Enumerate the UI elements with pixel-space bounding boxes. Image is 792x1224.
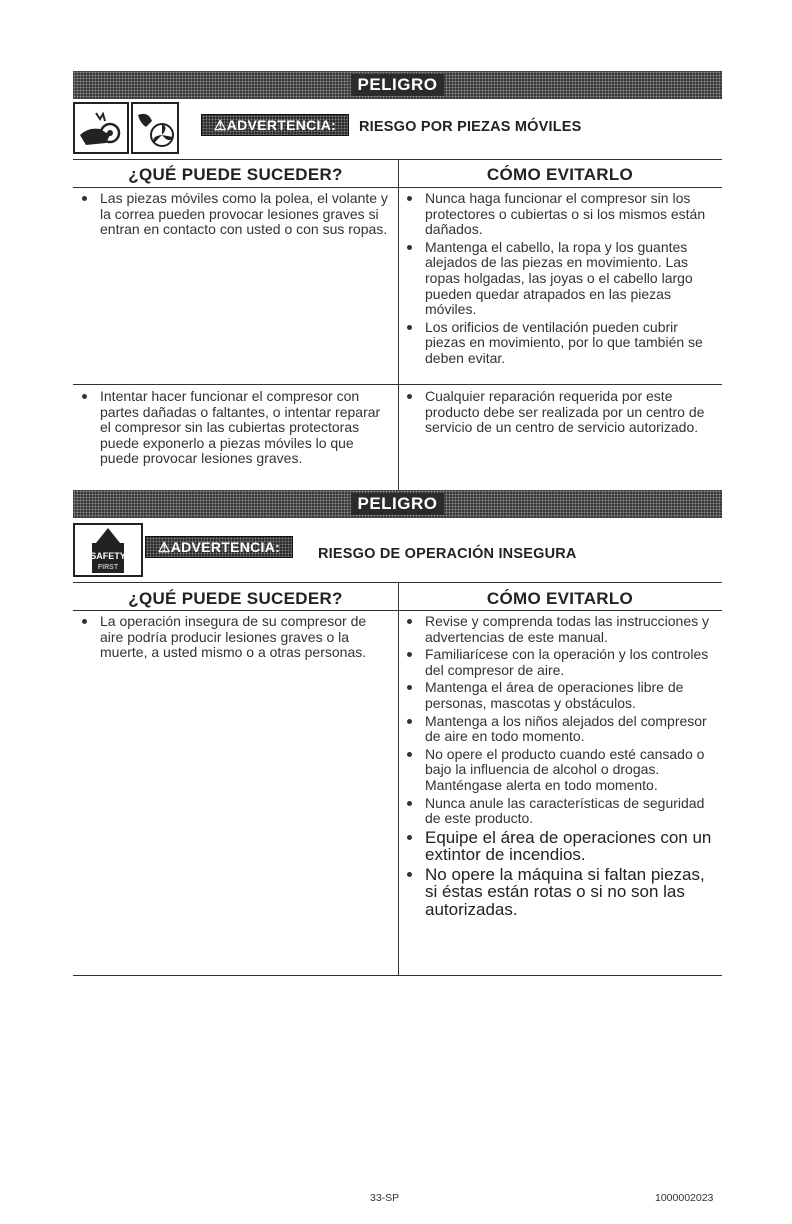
warning-header (73, 523, 722, 575)
list-item: Revise y comprenda todas las instrucciones y advertencias de este manual. (398, 614, 720, 645)
hazard-list (73, 389, 393, 469)
list-item: Intentar hacer funcionar el compresor con partes dañadas o faltantes, o intentar reparar el compresor sin las cubiertas protectoras puede exponerlo a piezas móviles lo que puede provocar lesiones graves. (73, 389, 393, 467)
list-item: Cualquier reparación requerida por este producto debe ser realizada por un centro de servicio de un centro de servicio autorizado. (398, 389, 720, 436)
risk-title: RIESGO DE OPERACIÓN INSEGURA (318, 546, 577, 562)
warning-badge-text: ⚠ADVERTENCIA: (213, 116, 337, 133)
safety-first-icon (73, 523, 143, 577)
warning-badge (201, 114, 349, 136)
warning-badge (145, 536, 293, 558)
list-item: Familiarícese con la operación y los controles del compresor de aire. (398, 647, 720, 678)
prevention-list (398, 389, 720, 438)
safety-icon-label: SAFETY (90, 551, 126, 561)
right-column-heading: CÓMO EVITARLO (486, 165, 634, 184)
list-item: Mantenga el cabello, la ropa y los guantes alejados de las piezas en movimiento. Las ropas holgadas, las joyas o el cabello largo pueden quedar atrapados en las piezas móviles. (398, 240, 720, 318)
list-item: Mantenga el área de operaciones libre de personas, mascotas y obstáculos. (398, 680, 720, 711)
list-item: Nunca anule las características de seguridad de este producto. (398, 796, 720, 827)
right-column-heading: CÓMO EVITARLO (486, 589, 634, 608)
banner-text: PELIGRO (351, 74, 443, 96)
list-item: Los orificios de ventilación pueden cubrir piezas en movimiento, por lo que también se deben evitar. (398, 320, 720, 367)
danger-banner (73, 71, 722, 99)
page-number: 33-SP (370, 1192, 400, 1204)
list-item: No opere la máquina si faltan piezas, si éstas están rotas o si no son las autorizadas. (398, 866, 720, 919)
danger-banner (73, 490, 722, 518)
list-item: No opere el producto cuando esté cansado o bajo la influencia de alcohol o drogas. Manténgase alerta en todo momento. (398, 747, 720, 794)
warning-badge-text: ⚠ADVERTENCIA: (157, 538, 281, 555)
warning-header (73, 102, 722, 154)
hazard-list (73, 614, 393, 663)
divider (73, 384, 722, 385)
divider (73, 975, 722, 976)
divider (73, 187, 722, 188)
prevention-list (398, 614, 720, 920)
left-column-heading: ¿QUÉ PUEDE SUCEDER? (128, 589, 343, 608)
list-item: Las piezas móviles como la polea, el volante y la correa pueden provocar lesiones graves si entran en contacto con usted o con sus ropas. (73, 191, 393, 238)
list-item: Equipe el área de operaciones con un extintor de incendios. (398, 829, 720, 864)
list-item: La operación insegura de su compresor de aire podría producir lesiones graves o la muerte, a usted mismo o a otras personas. (73, 614, 393, 661)
divider (73, 610, 722, 611)
prevention-list (398, 191, 720, 369)
list-item: Mantenga a los niños alejados del compresor de aire en todo momento. (398, 714, 720, 745)
pulley-hazard-icon (73, 102, 129, 154)
banner-text: PELIGRO (351, 493, 443, 515)
list-item: Nunca haga funcionar el compresor sin los protectores o cubiertas o si los mismos están dañados. (398, 191, 720, 238)
left-column-heading: ¿QUÉ PUEDE SUCEDER? (128, 165, 343, 184)
fan-hazard-icon (131, 102, 179, 154)
safety-icon-sublabel: FIRST (97, 564, 119, 571)
document-code: 1000002023 (655, 1192, 714, 1204)
hazard-list (73, 191, 393, 240)
risk-title: RIESGO POR PIEZAS MÓVILES (359, 119, 582, 135)
